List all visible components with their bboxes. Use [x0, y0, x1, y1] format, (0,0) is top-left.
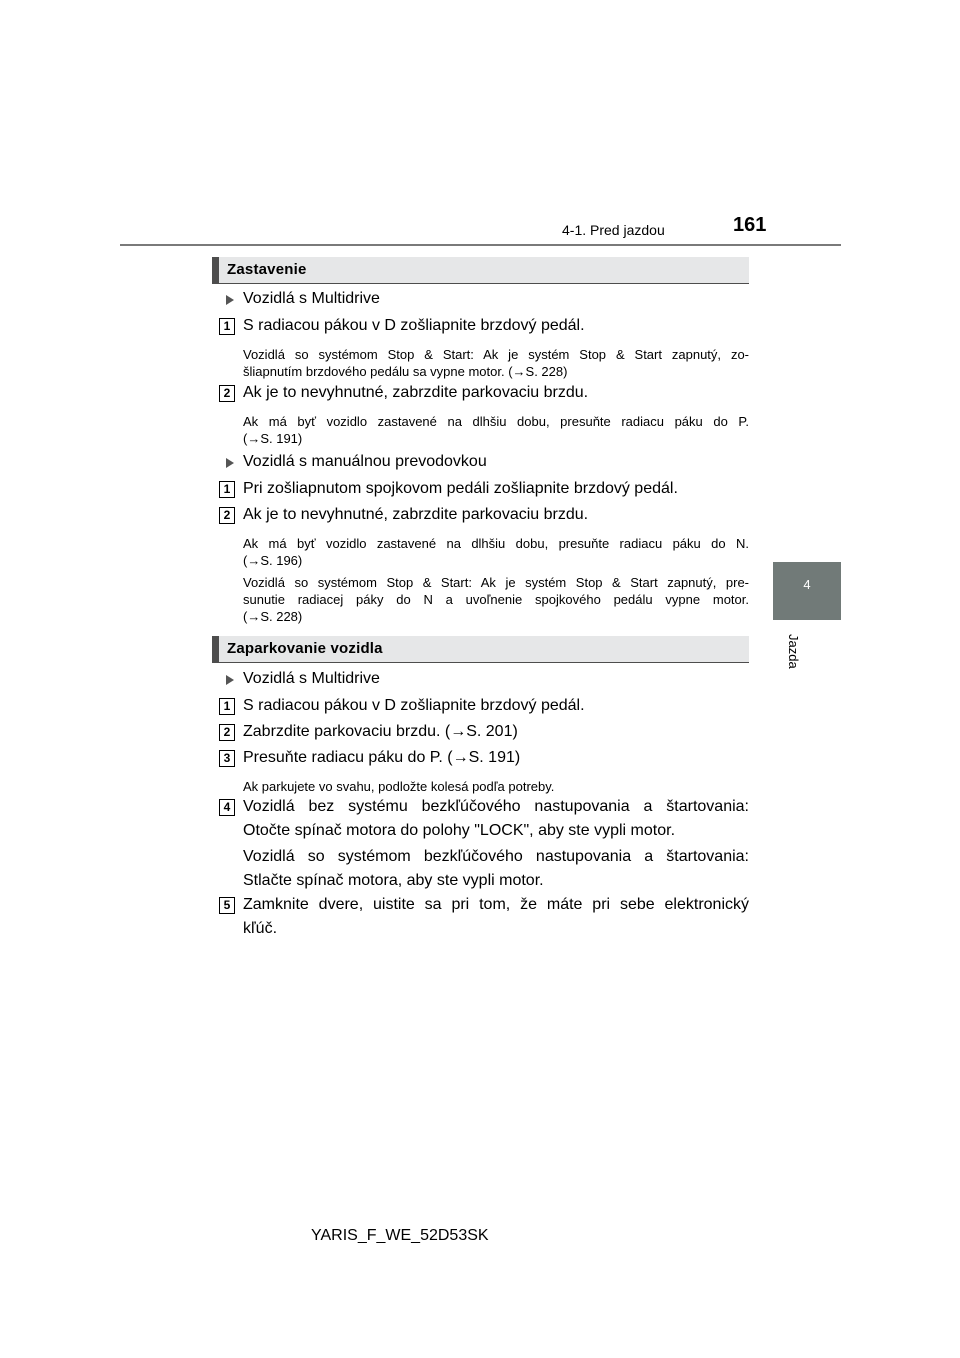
chapter-tab-label: Jazda — [786, 634, 801, 669]
step-text: Ak je to nevyhnutné, zabrzdite parkovaciu brzdu. — [243, 506, 589, 523]
step-number-box: 5 — [219, 897, 235, 914]
page-number: 161 — [733, 214, 767, 236]
step-note: (→S. 228) — [243, 609, 303, 624]
step-number-box: 2 — [219, 724, 235, 741]
triangle-bullet-icon — [226, 675, 234, 685]
step-note: Ak má byť vozidlo zastavené na dlhšiu dobu, presuňte radiacu páku do P. — [243, 414, 749, 429]
step-text: Ak je to nevyhnutné, zabrzdite parkovaciu brzdu. — [243, 384, 589, 401]
step-number-box: 1 — [219, 481, 235, 498]
step-note: (→S. 191) — [243, 431, 303, 446]
step-note: (→S. 196) — [243, 553, 303, 568]
section-header-zastavenie — [212, 257, 749, 284]
step-number-box: 3 — [219, 750, 235, 767]
subheading-multidrive: Vozidlá s Multidrive — [243, 290, 380, 307]
step-text: Pri zošliapnutom spojkovom pedáli zošliapnite brzdový pedál. — [243, 480, 678, 497]
section-title: Zaparkovanie vozidla — [227, 640, 383, 657]
subheading-manual: Vozidlá s manuálnou prevodovkou — [243, 453, 487, 470]
step-note: šliapnutím brzdového pedálu sa vypne motor. (→S. 228) — [243, 364, 568, 379]
section-header-zaparkovanie — [212, 636, 749, 663]
step-text: kľúč. — [243, 920, 278, 937]
step-text: Otočte spínač motora do polohy "LOCK", aby ste vypli motor. — [243, 822, 676, 839]
step-number-box: 1 — [219, 698, 235, 715]
triangle-bullet-icon — [226, 295, 234, 305]
step-note: Ak parkujete vo svahu, podložte kolesá podľa potreby. — [243, 779, 555, 794]
header-divider — [120, 244, 841, 246]
document-code: YARIS_F_WE_52D53SK — [311, 1227, 489, 1244]
step-text: S radiacou pákou v D zošliapnite brzdový pedál. — [243, 697, 585, 714]
step-number-box: 2 — [219, 507, 235, 524]
step-text: Vozidlá bez systému bezkľúčového nastupovania a štartovania: — [243, 798, 749, 815]
step-text: Stlačte spínač motora, aby ste vypli motor. — [243, 872, 544, 889]
step-text: Zabrzdite parkovaciu brzdu. (→S. 201) — [243, 723, 518, 740]
header-section-title: 4-1. Pred jazdou — [562, 222, 665, 238]
step-number-box: 2 — [219, 385, 235, 402]
step-text: Presuňte radiacu páku do P. (→S. 191) — [243, 749, 521, 766]
step-text: S radiacou pákou v D zošliapnite brzdový pedál. — [243, 317, 585, 334]
triangle-bullet-icon — [226, 458, 234, 468]
chapter-tab-number: 4 — [803, 577, 811, 592]
step-note: Ak má byť vozidlo zastavené na dlhšiu dobu, presuňte radiacu páku do N. — [243, 536, 749, 551]
subheading-multidrive: Vozidlá s Multidrive — [243, 670, 380, 687]
step-note: Vozidlá so systémom Stop & Start: Ak je systém Stop & Start zapnutý, zo- — [243, 347, 749, 362]
step-note: Vozidlá so systémom Stop & Start: Ak je systém Stop & Start zapnutý, pre- — [243, 575, 749, 590]
section-title: Zastavenie — [227, 261, 307, 278]
step-text: Zamknite dvere, uistite sa pri tom, že máte pri sebe elektronický — [243, 896, 749, 913]
step-text: Vozidlá so systémom bezkľúčového nastupovania a štartovania: — [243, 848, 749, 865]
step-number-box: 1 — [219, 318, 235, 335]
step-note: sunutie radiacej páky do N a uvoľnenie spojkového pedálu vypne motor. — [243, 592, 749, 607]
step-number-box: 4 — [219, 799, 235, 816]
